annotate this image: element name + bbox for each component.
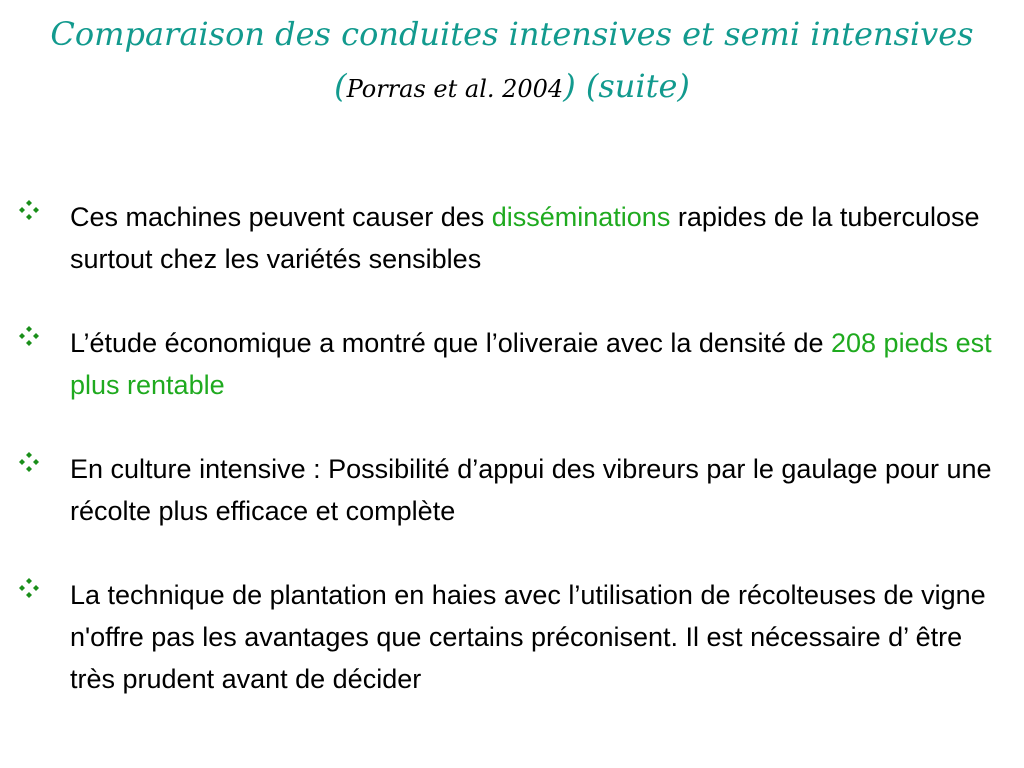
title-line-1: Comparaison des conduites intensives et semi intensives [50, 15, 974, 53]
title-open-paren: ( [334, 67, 347, 105]
bullet-2-text-pre: L’étude économique a montré que l’oliveraie avec la densité de [70, 328, 831, 358]
bullet-3-text: En culture intensive : Possibilité d’appui des vibreurs par le gaulage pour une récolte plus efficace et complète [70, 454, 992, 526]
four-diamond-bullet-icon [18, 577, 40, 599]
bullet-1-text-post: rapides de la tuberculose surtout chez les variétés sensibles [70, 202, 980, 274]
bullet-4-text: La technique de plantation en haies avec l’utilisation de récolteuses de vigne n'offre pas les avantages que certains préconisent. Il est nécessaire d’ être très prudent avant de décider [70, 580, 986, 694]
bullet-1-text-pre: Ces machines peuvent causer des [70, 202, 492, 232]
title-line-2 [0, 60, 1024, 115]
bullet-item-1 [18, 196, 1014, 280]
title-suffix: ) (suite) [563, 67, 690, 105]
four-diamond-bullet-icon [18, 199, 40, 221]
bullet-2-highlight: 208 pieds est plus rentable [70, 328, 992, 400]
bullet-list [18, 196, 1014, 700]
bullet-item-2 [18, 322, 1014, 406]
four-diamond-bullet-icon [18, 325, 40, 347]
bullet-item-4 [18, 574, 1014, 700]
title-citation: Porras et al. 2004 [346, 75, 564, 103]
bullet-1-highlight: disséminations [491, 202, 671, 232]
slide-title [0, 8, 1024, 115]
four-diamond-bullet-icon [18, 451, 40, 473]
bullet-item-3 [18, 448, 1014, 532]
